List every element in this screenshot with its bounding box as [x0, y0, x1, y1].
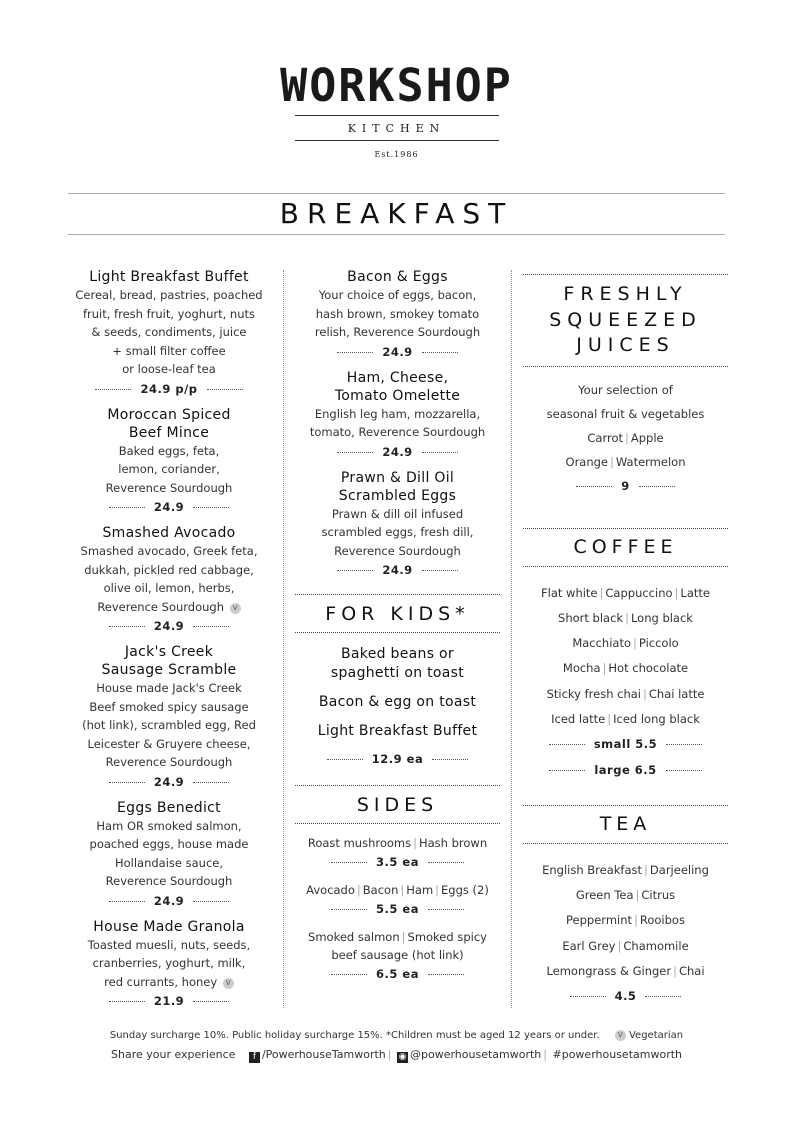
menu-item-price: 24.9: [295, 560, 500, 580]
menu-column-left: [64, 268, 274, 1018]
vegetarian-icon: V: [615, 1030, 626, 1041]
menu-item-description: red currants, honey V: [64, 973, 274, 992]
menu-item-description: Toasted muesli, nuts, seeds,: [87, 937, 251, 952]
menu-item-description: + small filter coffee: [112, 343, 226, 358]
sides-group: [295, 834, 500, 872]
menu-item-description: English leg ham, mozzarella,: [314, 406, 481, 421]
coffee-item: Mocha | Hot chocolate: [562, 661, 689, 676]
menu-item-price: 24.9: [64, 497, 274, 517]
menu-item-description: House made Jack's Creek: [96, 681, 242, 695]
menu-item-description: Your choice of eggs, bacon,: [318, 288, 477, 302]
menu-item-price: 24.9: [64, 616, 274, 636]
menu-item-name: Eggs Benedict: [117, 799, 221, 816]
facebook-icon: f: [249, 1052, 260, 1063]
sides-line: beef sausage (hot link): [331, 948, 464, 962]
share-text: Share your experience: [111, 1048, 236, 1061]
tea-price: 4.5: [523, 984, 728, 1009]
menu-item-price: 24.9: [64, 772, 274, 792]
menu-item-price: 24.9: [295, 342, 500, 362]
menu-item: [64, 799, 274, 911]
menu-item-price: 24.9 p/p: [64, 379, 274, 399]
column-divider: [283, 270, 284, 1008]
page-title: BREAKFAST: [68, 193, 725, 235]
juices-line: Your selection of: [578, 382, 673, 397]
coffee-item: Flat white | Cappuccino | Latte: [541, 585, 710, 600]
menu-item-name: House Made Granola: [93, 918, 245, 935]
menu-item-name: Ham, Cheese, Tomato Omelette: [334, 369, 461, 404]
kids-item: Light Breakfast Buffet: [317, 723, 478, 739]
menu-item: [295, 469, 500, 581]
juices-price: 9: [523, 474, 728, 498]
menu-item: [64, 268, 274, 399]
sides-price: 5.5 ea: [295, 899, 500, 919]
tea-item: English Breakfast | Darjeeling: [542, 862, 709, 877]
coffee-section: [523, 528, 728, 783]
sides-group: [295, 928, 500, 984]
menu-item-description: Hollandaise sauce,: [114, 855, 224, 870]
juices-line: Carrot | Apple: [587, 430, 664, 445]
menu-item-description: tomato, Reverence Sourdough: [309, 425, 486, 439]
juices-body: [523, 378, 728, 498]
vegetarian-icon: V: [230, 603, 241, 614]
kids-section: [295, 594, 500, 769]
column-divider: [511, 270, 512, 1008]
menu-item-description: Baked eggs, feta,: [118, 443, 220, 458]
coffee-list: [523, 581, 728, 733]
juices-line: seasonal fruit & vegetables: [546, 406, 705, 421]
menu-item-description: Reverence Sourdough: [105, 755, 233, 769]
menu-column-right: [523, 268, 728, 1010]
kids-item: Baked beans or spaghetti on toast: [330, 646, 465, 681]
menu-item-description: scrambled eggs, fresh dill,: [321, 525, 474, 539]
tea-item: Lemongrass & Ginger | Chai: [546, 964, 705, 979]
brand-subtitle: KITCHEN: [295, 115, 499, 141]
juices-line: Orange | Watermelon: [565, 454, 686, 469]
vegetarian-icon: V: [223, 978, 234, 989]
menu-item-description: dukkah, pickled red cabbage,: [84, 562, 254, 577]
menu-item-description: cranberries, yoghurt, milk,: [92, 956, 246, 970]
tea-item: Peppermint | Rooibos: [566, 913, 685, 928]
coffee-item: Iced latte | Iced long black: [551, 711, 700, 726]
menu-item-description: Smashed avocado, Greek feta,: [80, 544, 258, 558]
juices-heading: FRESHLY SQUEEZED JUICES: [523, 274, 728, 367]
menu-item-description: fruit, fresh fruit, yoghurt, nuts: [82, 306, 256, 321]
menu-item-description: lemon, coriander,: [118, 462, 220, 476]
instagram-icon: ◉: [398, 1052, 407, 1062]
menu-item-description: relish, Reverence Sourdough: [314, 325, 481, 339]
menu-item-description: Ham OR smoked salmon,: [96, 818, 242, 833]
hashtag[interactable]: #powerhousetamworth: [552, 1048, 682, 1061]
established-year: Est.1986: [374, 150, 419, 159]
tea-list: [523, 858, 728, 984]
menu-item: [295, 369, 500, 462]
menu-item-description: poached eggs, house made: [89, 837, 249, 851]
tea-item: Green Tea | Citrus: [575, 888, 676, 903]
sides-section: [295, 785, 500, 984]
menu-item-description: olive oil, lemon, herbs,: [103, 581, 235, 595]
menu-item-description: Cereal, bread, pastries, poached: [75, 288, 263, 302]
menu-item: [64, 524, 274, 636]
menu-item-name: Moroccan Spiced Beef Mince: [107, 406, 231, 441]
menu-item-price: 21.9: [64, 991, 274, 1011]
sides-heading: SIDES: [295, 785, 500, 824]
menu-item: [64, 918, 274, 1012]
menu-item-price: 24.9: [295, 442, 500, 462]
menu-item-description: or loose-leaf tea: [122, 362, 216, 376]
footer-social: Share your experience f /PowerhouseTamworth | ◉ @powerhousetamworth | #powerhousetamworth: [111, 1048, 682, 1062]
footer-note: Sunday surcharge 10%. Public holiday surcharge 15%. *Children must be aged 12 years or under. V Vegetarian: [109, 1030, 684, 1041]
brand-name: WORKSHOP: [280, 59, 513, 112]
instagram-handle[interactable]: @powerhousetamworth: [410, 1048, 542, 1061]
menu-item-description: Reverence Sourdough: [105, 480, 233, 495]
menu-item-description: Beef smoked spicy sausage: [89, 699, 249, 714]
menu-item-description: & seeds, condiments, juice: [91, 325, 247, 339]
sides-group: [295, 881, 500, 919]
kids-price: 12.9 ea: [295, 749, 500, 769]
coffee-item: Short black | Long black: [558, 610, 693, 625]
menu-item-name: Bacon & Eggs: [347, 269, 448, 285]
menu-item-description: Reverence Sourdough: [334, 543, 461, 558]
menu-item-description: Reverence Sourdough V: [64, 598, 274, 617]
menu-item-description: hash brown, smokey tomato: [315, 306, 480, 321]
menu-item-description: Leicester & Gruyere cheese,: [87, 736, 251, 751]
coffee-heading: COFFEE: [523, 528, 728, 567]
menu-item-name: Prawn & Dill Oil Scrambled Eggs: [338, 469, 457, 504]
tea-item: Earl Grey | Chamomile: [562, 938, 689, 953]
kids-item: Bacon & egg on toast: [318, 694, 477, 710]
juices-section: [523, 274, 728, 498]
sides-price: 6.5 ea: [295, 964, 500, 984]
coffee-item: Sticky fresh chai | Chai latte: [546, 686, 705, 701]
sides-price: 3.5 ea: [295, 852, 500, 872]
menu-item: [295, 268, 500, 362]
sides-line: Roast mushrooms | Hash brown: [307, 836, 488, 850]
menu-item-price: 24.9: [64, 891, 274, 911]
menu-item-name: Smashed Avocado: [102, 525, 236, 541]
menu-item: [64, 643, 274, 792]
header: [0, 59, 793, 159]
menu-item: [64, 406, 274, 518]
menu-item-description: Reverence Sourdough: [105, 874, 233, 888]
coffee-item: Macchiato | Piccolo: [572, 636, 679, 651]
facebook-handle[interactable]: /PowerhouseTamworth: [261, 1048, 386, 1061]
menu-item-description: Prawn & dill oil infused: [331, 506, 464, 521]
tea-heading: TEA: [523, 805, 728, 844]
sides-line: Smoked salmon | Smoked spicy: [308, 930, 487, 944]
menu-item-description: (hot link), scrambled egg, Red: [82, 718, 256, 732]
menu-column-middle: [295, 268, 500, 984]
coffee-price-large: large 6.5: [523, 758, 728, 783]
kids-heading: FOR KIDS*: [295, 594, 500, 633]
coffee-price-small: small 5.5: [523, 732, 728, 757]
menu-item-name: Light Breakfast Buffet: [89, 269, 249, 285]
tea-section: [523, 805, 728, 1010]
sides-line: Avocado | Bacon | Ham | Eggs (2): [306, 883, 489, 897]
menu-item-name: Jack's Creek Sausage Scramble: [101, 644, 237, 678]
